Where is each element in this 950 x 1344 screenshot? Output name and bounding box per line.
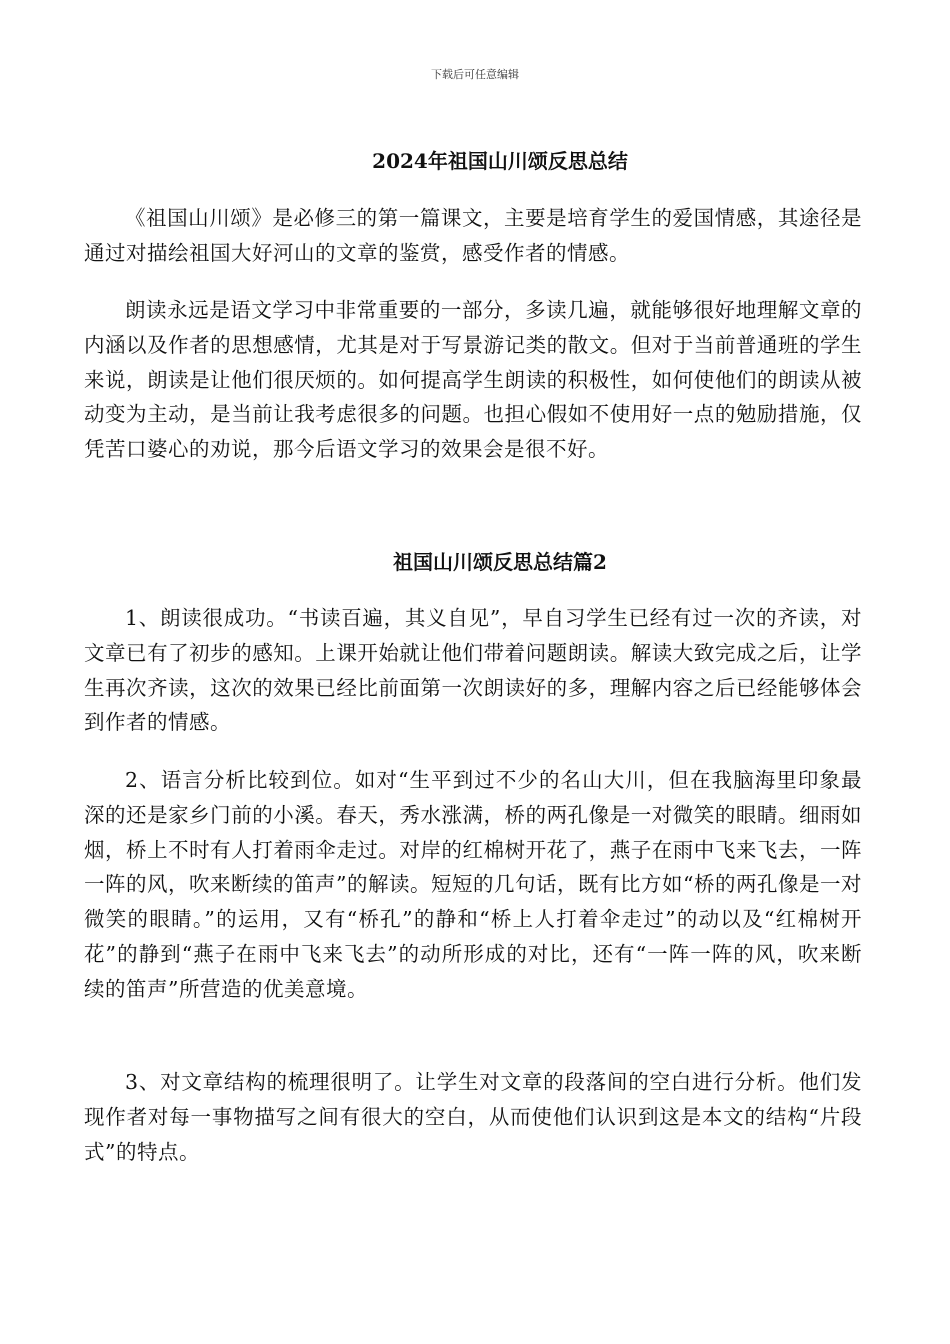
section-2-paragraph-3: 3、对文章结构的梳理很明了。让学生对文章的段落间的空白进行分析。他们发现作者对每一事物描写之间有很大的空白，从而使他们认识到这是本文的结构“片段式”的特点。 [84,1070,862,1164]
section-2-paragraph-2: 2、语言分析比较到位。如对“生平到过不少的名山大川，但在我脑海里印象最深的还是家乡门前的小溪。春天，秀水涨满，桥的两孔像是一对微笑的眼睛。细雨如烟，桥上不时有人打着雨伞走过。对岸的红棉树开花了，燕子在雨中飞来飞去，一阵一阵的风，吹来断续的笛声”的解读。短短的几句话，既有比方如“桥的两孔像是一对微笑的眼睛。”的运用，又有“桥孔”的静和“桥上人打着伞走过”的动以及“红棉树开花”的静到“燕子在雨中飞来飞去”的动所形成的对比，还有“一阵一阵的风，吹来断续的笛声”所营造的优美意境。 [84,768,862,1001]
intro-paragraph-2: 朗读永远是语文学习中非常重要的一部分，多读几遍，就能够很好地理解文章的内涵以及作者的思想感情，尤其是对于写景游记类的散文。但对于当前普通班的学生来说，朗读是让他们很厌烦的。如何提高学生朗读的积极性，如何使他们的朗读从被动变为主动，是当前让我考虑很多的问题。也担心假如不使用好一点的勉励措施，仅凭苦口婆心的劝说，那今后语文学习的效果会是很不好。 [84,298,862,462]
document-title: 2024年祖国山川颂反思总结 [372,149,628,173]
section-2-paragraph-1: 1、朗读很成功。“书读百遍，其义自见”，早自习学生已经有过一次的齐读，对文章已有了初步的感知。上课开始就让他们带着问题朗读。解读大致完成之后，让学生再次齐读，这次的效果已经比前面第一次朗读好的多，理解内容之后已经能够体会到作者的情感。 [84,606,862,735]
header-note: 下载后可任意编辑 [431,68,519,81]
section-2-title: 祖国山川颂反思总结篇2 [393,550,607,574]
intro-paragraph-1: 《祖国山川颂》是必修三的第一篇课文，主要是培育学生的爱国情感，其途径是通过对描绘祖国大好河山的文章的鉴赏，感受作者的情感。 [84,206,862,265]
